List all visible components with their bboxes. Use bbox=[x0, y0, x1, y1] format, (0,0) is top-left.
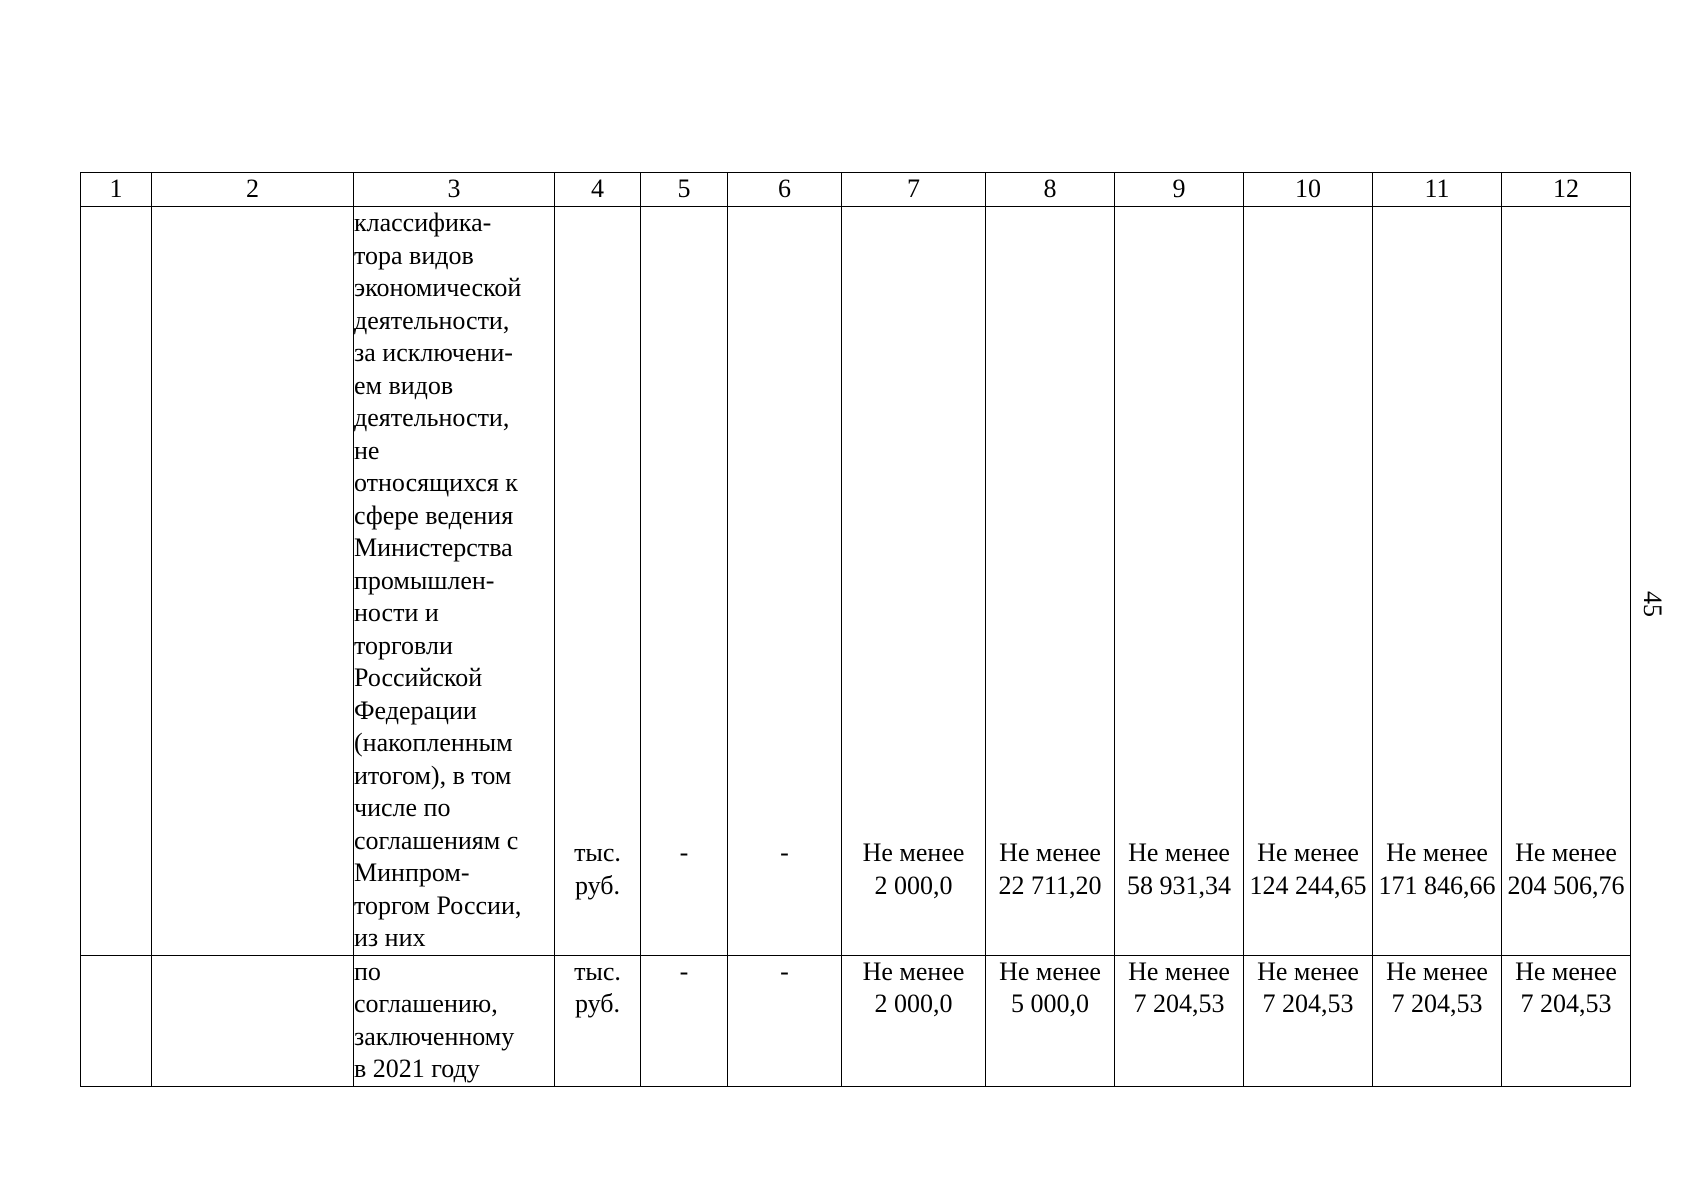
value-qualifier: Не менее bbox=[999, 956, 1101, 986]
cell-col-6 bbox=[728, 207, 842, 956]
value-amount: 204 506,76 bbox=[1507, 870, 1625, 900]
column-number: 11 bbox=[1373, 173, 1502, 207]
unit-cell bbox=[555, 207, 641, 956]
value-qualifier: Не менее bbox=[1386, 956, 1488, 986]
cell-col-1 bbox=[81, 955, 152, 1086]
value-amount: 22 711,20 bbox=[998, 870, 1102, 900]
description-line: в 2021 году bbox=[354, 1054, 480, 1083]
value-cell bbox=[1115, 207, 1244, 956]
cell-col-5 bbox=[641, 207, 728, 956]
column-number: 9 bbox=[1115, 173, 1244, 207]
column-number: 2 bbox=[152, 173, 354, 207]
value-cell bbox=[842, 955, 986, 1086]
description-line: соглашениям с bbox=[354, 825, 519, 855]
value-cell bbox=[1373, 207, 1502, 956]
column-number: 8 bbox=[986, 173, 1115, 207]
description-line: по bbox=[354, 956, 381, 986]
column-number: 3 bbox=[354, 173, 555, 207]
description-line: тора видов bbox=[354, 240, 474, 270]
column-number: 6 bbox=[728, 173, 842, 207]
cell-col-1 bbox=[81, 207, 152, 956]
table-row bbox=[81, 207, 1631, 956]
unit-line: руб. bbox=[574, 989, 621, 1018]
value-amount: 7 204,53 bbox=[1262, 989, 1354, 1018]
value-amount: 7 204,53 bbox=[1520, 989, 1612, 1018]
value-amount: 2 000,0 bbox=[874, 870, 953, 900]
description-line: ности и bbox=[354, 598, 439, 627]
description-line: Федерации bbox=[354, 695, 477, 725]
column-number: 7 bbox=[842, 173, 986, 207]
description-line: Российской bbox=[354, 663, 483, 692]
column-number: 4 bbox=[555, 173, 641, 207]
value-qualifier: Не менее bbox=[999, 838, 1101, 867]
unit-line: тыс. bbox=[574, 838, 621, 867]
table-row bbox=[81, 955, 1631, 1086]
column-number: 10 bbox=[1244, 173, 1373, 207]
value-qualifier: Не менее bbox=[1386, 838, 1488, 867]
value-cell bbox=[1373, 955, 1502, 1086]
description-line: соглашению, bbox=[354, 989, 498, 1018]
value-amount: 171 846,66 bbox=[1378, 870, 1496, 900]
dash-value: - bbox=[780, 838, 789, 867]
description-line: заключенному bbox=[354, 1021, 515, 1051]
value-qualifier: Не менее bbox=[1515, 956, 1617, 986]
value-qualifier: Не менее bbox=[1128, 956, 1230, 986]
description-line: торгом России, bbox=[354, 890, 522, 920]
unit-cell bbox=[555, 955, 641, 1086]
value-cell bbox=[842, 207, 986, 956]
indicator-description bbox=[354, 955, 555, 1086]
description-line: Минпром- bbox=[354, 858, 470, 887]
value-cell bbox=[1115, 955, 1244, 1086]
column-number: 1 bbox=[81, 173, 152, 207]
value-amount: 7 204,53 bbox=[1391, 989, 1483, 1018]
value-qualifier: Не менее bbox=[862, 956, 965, 986]
cell-col-2 bbox=[152, 207, 354, 956]
description-line: из них bbox=[354, 923, 426, 952]
value-qualifier: Не менее bbox=[1128, 838, 1230, 867]
indicator-table bbox=[80, 172, 1631, 1087]
dash-value: - bbox=[679, 956, 689, 986]
cell-col-5 bbox=[641, 955, 728, 1086]
value-amount: 124 244,65 bbox=[1249, 870, 1367, 900]
cell-col-2 bbox=[152, 955, 354, 1086]
description-line: (накопленным bbox=[354, 728, 513, 757]
value-cell bbox=[986, 207, 1115, 956]
indicator-description bbox=[354, 207, 555, 956]
description-line: деятельности, bbox=[354, 403, 510, 432]
column-number-row bbox=[81, 173, 1631, 207]
unit-line: руб. bbox=[574, 870, 621, 900]
description-line: числе по bbox=[354, 793, 451, 822]
value-qualifier: Не менее bbox=[1257, 956, 1359, 986]
dash-value: - bbox=[679, 838, 689, 867]
description-line: сфере ведения bbox=[354, 500, 514, 530]
column-number: 5 bbox=[641, 173, 728, 207]
value-amount: 58 931,34 bbox=[1127, 870, 1231, 900]
unit-line: тыс. bbox=[574, 956, 621, 986]
value-cell bbox=[1502, 955, 1631, 1086]
description-line: экономической bbox=[354, 273, 522, 302]
description-line: за исключени- bbox=[354, 338, 513, 367]
description-line: Министерства bbox=[354, 533, 513, 562]
description-line: не bbox=[354, 435, 380, 465]
description-line: итогом), в том bbox=[354, 760, 512, 790]
description-line: деятельности, bbox=[354, 305, 510, 335]
value-cell bbox=[1502, 207, 1631, 956]
value-cell bbox=[1244, 955, 1373, 1086]
page-number: 45 bbox=[1638, 591, 1667, 617]
cell-col-6 bbox=[728, 955, 842, 1086]
value-amount: 2 000,0 bbox=[874, 989, 953, 1018]
value-amount: 5 000,0 bbox=[1011, 989, 1089, 1018]
value-qualifier: Не менее bbox=[1515, 838, 1617, 867]
description-line: относящихся к bbox=[354, 468, 518, 497]
value-qualifier: Не менее bbox=[1257, 838, 1359, 867]
value-amount: 7 204,53 bbox=[1133, 989, 1225, 1018]
description-line: промышлен- bbox=[354, 565, 495, 595]
value-cell bbox=[1244, 207, 1373, 956]
value-cell bbox=[986, 955, 1115, 1086]
description-line: торговли bbox=[354, 630, 453, 660]
column-number: 12 bbox=[1502, 173, 1631, 207]
description-line: ем видов bbox=[354, 370, 454, 400]
dash-value: - bbox=[780, 956, 789, 986]
description-line: классифика- bbox=[354, 208, 492, 237]
value-qualifier: Не менее bbox=[862, 838, 965, 867]
